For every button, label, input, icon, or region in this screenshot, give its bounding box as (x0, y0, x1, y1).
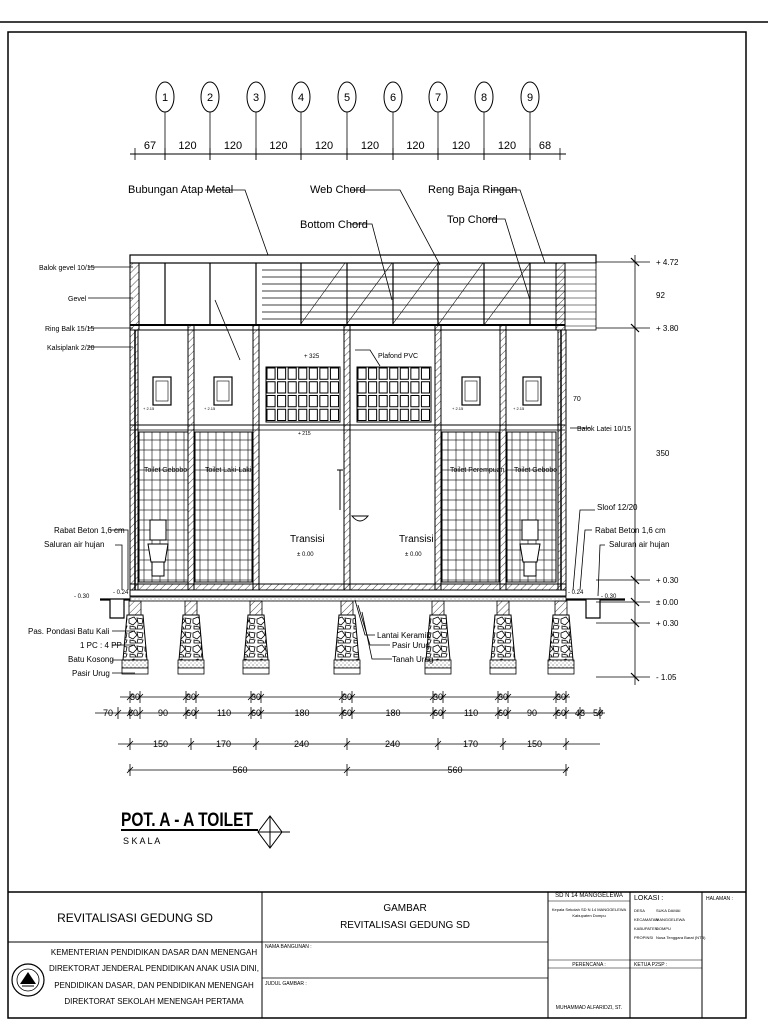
label-bubungan: Bubungan Atap Metal (128, 184, 234, 196)
axis-label: 5 (343, 92, 351, 104)
axis-label: 7 (434, 92, 442, 104)
label-pondasi: Pas. Pondasi Batu Kali (28, 627, 110, 636)
dim-value: 60 (555, 708, 567, 718)
dim-value: 120 (314, 140, 334, 152)
room-2: Toilet Laki-Laki (205, 467, 252, 474)
drawing-title (121, 810, 290, 848)
dim-value: 240 (384, 739, 401, 749)
label-small-lv-1: + 2.15 (143, 406, 155, 411)
level-value: + 3.80 (656, 324, 679, 333)
label-pasir-urug-2: Pasir Urug (392, 641, 430, 650)
web-chord (392, 263, 438, 325)
level-value: + 4.72 (656, 258, 679, 267)
dim-value: 67 (143, 140, 157, 152)
roof (130, 255, 596, 330)
room-1: Toilet Gebobol (144, 467, 189, 474)
label-top-chord: Top Chord (447, 214, 498, 226)
dim-value: 90 (157, 708, 169, 718)
label-transisi-2: Transisi (399, 534, 434, 545)
label-saluran-right: Saluran air hujan (609, 540, 670, 549)
label-gevel: Gevel (68, 296, 87, 303)
tb-halaman: HALAMAN : (706, 896, 733, 902)
title-main: POT. A - A TOILET (121, 810, 254, 831)
label-transisi-1: Transisi (290, 534, 325, 545)
level-value: ± 0.00 (656, 598, 679, 607)
label-batu-kosong: Batu Kosong (68, 655, 114, 664)
tb-gambar-value: REVITALISASI GEDUNG SD (340, 920, 470, 931)
dim-value: 110 (463, 708, 479, 718)
stone-foundation (335, 615, 359, 660)
batu-kosong (334, 660, 360, 668)
pasir-urug (243, 668, 269, 674)
sloof-block (497, 601, 509, 615)
axis-label: 6 (389, 92, 397, 104)
tb-ketua: KETUA P2SP : (634, 962, 668, 968)
label-balok-gevel: Balok gevel 10/15 (39, 265, 95, 272)
dim-value: 120 (360, 140, 380, 152)
dim-value: 60 (127, 708, 139, 718)
batu-kosong (122, 660, 148, 668)
tb-school-sub1: Kepala Sekolah SD N 14 MANGGELEWA (551, 907, 627, 912)
pasir-urug (334, 668, 360, 674)
tb-ministry-1: KEMENTERIAN PENDIDIKAN DASAR DAN MENENGAH (50, 948, 258, 957)
dim-value: 110 (216, 708, 232, 718)
tb-desa-k: DESA (634, 908, 645, 913)
stone-foundation (491, 615, 515, 660)
dim-value: 30 (185, 692, 197, 702)
dim-value: 60 (185, 708, 197, 718)
dim-value: 120 (178, 140, 197, 152)
dim-value: 180 (294, 708, 310, 718)
tb-prov-k: PROPINSI (634, 935, 654, 940)
dim-value: 150 (152, 739, 169, 749)
tb-project: REVITALISASI GEDUNG SD (57, 911, 213, 925)
tb-gambar-label: GAMBAR (383, 903, 427, 914)
tb-prov-v: Nusa Tenggara Barat (NTB) (656, 935, 706, 940)
dim-value: 120 (406, 140, 425, 152)
pasir-urug (178, 668, 204, 674)
label-lv000-1: ± 0.00 (297, 552, 314, 558)
room-3: Toilet Perempuan (450, 467, 505, 474)
tb-kab-k: KABUPATEN (634, 926, 658, 931)
batu-kosong (178, 660, 204, 668)
level-value: 350 (656, 449, 670, 458)
dim-value: 560 (447, 765, 463, 775)
stone-foundation (179, 615, 203, 660)
label-lvm030-right: - 0.30 (601, 594, 617, 600)
bottom-dimensions (95, 691, 605, 776)
dim-value: 43 (574, 708, 586, 718)
tb-kab-v: DOMPU (656, 926, 671, 931)
tb-school: SD N 14 MANGGELEWA (555, 893, 623, 899)
label-small-lv-3: + 2.15 (452, 406, 464, 411)
dim-value: 150 (526, 739, 543, 749)
tb-kec-k: KECAMATAN (634, 917, 659, 922)
sloof-block (341, 601, 353, 615)
batu-kosong (548, 660, 574, 668)
label-lvm024-left: - 0.24 (113, 590, 129, 596)
label-rabat-right: Rabat Beton 1,6 cm (595, 526, 666, 535)
dim-value: 60 (341, 708, 353, 718)
pasir-urug (548, 668, 574, 674)
roof-overhang (565, 263, 596, 330)
label-small-lv-2: + 2.15 (204, 406, 216, 411)
dim-value: 120 (223, 140, 243, 152)
dim-value: 560 (232, 765, 248, 775)
label-pasir-urug: Pasir Urug (72, 669, 110, 678)
axis-label: 8 (480, 92, 488, 104)
dim-value: 120 (497, 140, 517, 152)
sloof-block (250, 601, 262, 615)
tb-ministry-2: DIREKTORAT JENDERAL PENDIDIKAN ANAK USIA DINI, (49, 964, 259, 973)
ministry-logo (12, 964, 44, 996)
label-lvm030-left: - 0.30 (74, 594, 90, 600)
pasir-urug (425, 668, 451, 674)
label-kalsiplank: Kalsiplank 2/20 (47, 345, 95, 352)
dim-value: 30 (432, 692, 444, 702)
title-scale: S K A L A (123, 836, 161, 846)
label-bottom-chord: Bottom Chord (300, 219, 368, 231)
tb-school-sub2: Kabupaten Dompu (572, 913, 606, 918)
foundations (122, 601, 574, 674)
sloof-block (432, 601, 444, 615)
dim-value: 60 (497, 708, 509, 718)
label-lvm024-right: - 0.24 (568, 590, 584, 596)
label-campuran: 1 PC : 4 PP (80, 641, 122, 650)
label-dim70: 70 (573, 396, 581, 403)
axis-label: 2 (206, 92, 214, 104)
axis-label: 9 (526, 92, 534, 104)
label-small-lv-4: + 2.15 (513, 406, 525, 411)
dim-value: 170 (215, 739, 232, 749)
dim-value: 240 (293, 739, 310, 749)
tb-perencana: PERENCANA : (572, 962, 606, 968)
label-reng: Reng Baja Ringan (428, 184, 518, 196)
level-value: - 1.05 (656, 673, 677, 682)
dim-value: 90 (526, 708, 538, 718)
pasir-urug (490, 668, 516, 674)
dim-value: 50 (592, 708, 604, 718)
tb-desa-v: SUKA DAMAI (656, 908, 681, 913)
stone-foundation (549, 615, 573, 660)
top-dimensions (130, 140, 566, 160)
tb-lokasi: LOKASI : (634, 895, 664, 902)
sloof-block (185, 601, 197, 615)
dim-value: 30 (555, 692, 567, 702)
axis-label: 3 (252, 92, 260, 104)
dim-value: 60 (250, 708, 262, 718)
label-lantai: Lantai Keramik (377, 631, 431, 640)
dim-value: 120 (269, 140, 288, 152)
tb-judul-gambar: JUDUL GAMBAR : (265, 981, 307, 987)
level-value: 92 (656, 291, 665, 300)
tb-kec-v: MANGGELEWA (656, 917, 685, 922)
grid-axes (156, 82, 539, 160)
label-lv325: + 325 (304, 354, 320, 360)
axis-label: 4 (297, 92, 305, 104)
label-ring-balk: Ring Balk 15/15 (45, 326, 95, 333)
right-level-markers (596, 255, 679, 685)
ground (100, 597, 625, 674)
tb-designer: MUHAMMAD ALFARIDZI, ST. (555, 1005, 623, 1011)
tb-nama-bangunan: NAMA BANGUNAN : (265, 944, 312, 950)
label-balok-latei: Balok Latei 10/15 (577, 426, 632, 433)
tb-ministry-4: DIREKTORAT SEKOLAH MENENGAH PERTAMA (64, 997, 244, 1006)
level-value: + 0.30 (656, 619, 679, 628)
dim-value: 70 (102, 708, 114, 718)
axis-label: 1 (161, 92, 169, 104)
dim-value: 30 (250, 692, 262, 702)
dim-value: 120 (451, 140, 471, 152)
batu-kosong (243, 660, 269, 668)
label-lv215: + 215 (298, 431, 311, 437)
label-web-chord: Web Chord (310, 184, 366, 196)
dim-value: 170 (462, 739, 479, 749)
label-sloof: Sloof 12/20 (597, 503, 638, 512)
label-rabat-left: Rabat Beton 1,6 cm (54, 526, 125, 535)
web-chord (484, 263, 530, 325)
dim-value: 30 (129, 692, 141, 702)
label-plafond: Plafond PVC (378, 353, 419, 360)
web-chord (438, 263, 483, 325)
label-saluran-left: Saluran air hujan (44, 540, 105, 549)
room-4: Toilet Gebobol (514, 467, 559, 474)
dim-value: 30 (497, 692, 509, 702)
dim-value: 30 (341, 692, 353, 702)
sloof-block (555, 601, 567, 615)
tb-ministry-3: PENDIDIKAN DASAR, DAN PENDIDIKAN MENENGAH (54, 981, 254, 990)
dim-value: 60 (432, 708, 444, 718)
dim-value: 180 (385, 708, 401, 718)
label-lv000-2: ± 0.00 (405, 552, 422, 558)
web-chord (300, 263, 345, 325)
stone-foundation (123, 615, 147, 660)
level-value: + 0.30 (656, 576, 679, 585)
stone-foundation (244, 615, 268, 660)
roof-purlins (165, 263, 596, 330)
dim-value: 68 (538, 140, 552, 152)
batu-kosong (490, 660, 516, 668)
sloof-block (129, 601, 141, 615)
label-tanah-urug: Tanah Urug (392, 655, 434, 664)
